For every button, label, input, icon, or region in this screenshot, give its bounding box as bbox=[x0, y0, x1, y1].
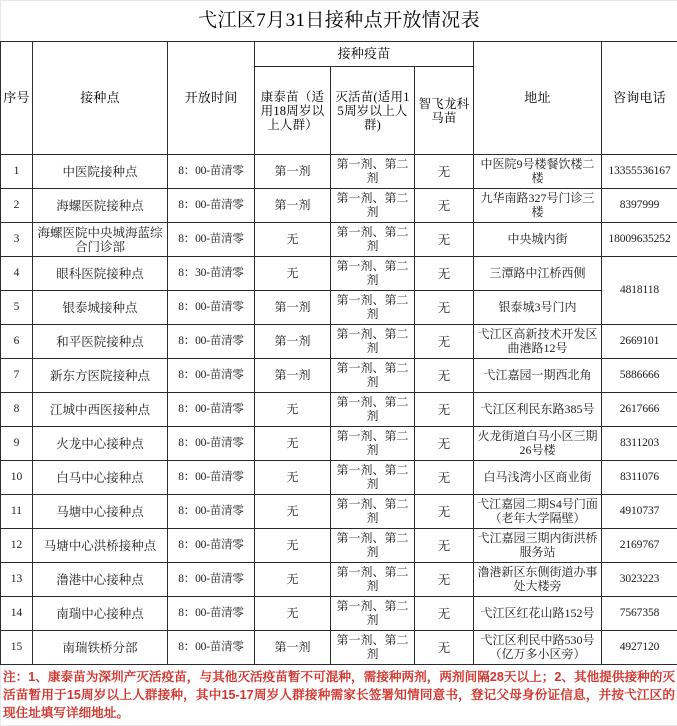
cell-phone: 4818118 bbox=[602, 257, 677, 325]
table-row bbox=[1, 495, 677, 529]
cell-kangtai: 第一剂 bbox=[255, 291, 331, 325]
cell-phone: 5886666 bbox=[602, 359, 677, 393]
footnote-cell bbox=[1, 665, 677, 726]
cell-site: 南瑞铁桥分部 bbox=[33, 631, 168, 665]
title-row bbox=[1, 1, 677, 42]
cell-time: 8：30-苗清零 bbox=[168, 257, 255, 291]
cell-time: 8：00-苗清零 bbox=[168, 325, 255, 359]
table-row bbox=[1, 291, 677, 325]
cell-site: 新东方医院接种点 bbox=[33, 359, 168, 393]
cell-zhifei: 无 bbox=[415, 631, 474, 665]
note-row bbox=[1, 665, 677, 726]
cell-address: 火龙街道白马小区三期26号楼 bbox=[474, 427, 602, 461]
cell-time: 8：00-苗清零 bbox=[168, 359, 255, 393]
cell-zhifei: 无 bbox=[415, 291, 474, 325]
cell-zhifei: 无 bbox=[415, 529, 474, 563]
table-row bbox=[1, 427, 677, 461]
table-row bbox=[1, 257, 677, 291]
cell-inactivated: 第一剂、第二剂 bbox=[331, 563, 415, 597]
cell-phone: 4910737 bbox=[602, 495, 677, 529]
table-row bbox=[1, 529, 677, 563]
cell-index: 6 bbox=[1, 325, 33, 359]
cell-index: 11 bbox=[1, 495, 33, 529]
cell-address: 弋江嘉园三期内街洪桥服务站 bbox=[474, 529, 602, 563]
cell-zhifei: 无 bbox=[415, 563, 474, 597]
table-row bbox=[1, 189, 677, 223]
table-row bbox=[1, 223, 677, 257]
cell-zhifei: 无 bbox=[415, 597, 474, 631]
cell-inactivated: 第一剂、第二剂 bbox=[331, 495, 415, 529]
cell-time: 8：00-苗清零 bbox=[168, 223, 255, 257]
table-row bbox=[1, 631, 677, 665]
cell-kangtai: 无 bbox=[255, 529, 331, 563]
cell-address: 九华南路327号门诊三楼 bbox=[474, 189, 602, 223]
table-row bbox=[1, 359, 677, 393]
cell-index: 9 bbox=[1, 427, 33, 461]
cell-site: 江城中西医接种点 bbox=[33, 393, 168, 427]
cell-site: 南瑞中心接种点 bbox=[33, 597, 168, 631]
cell-index: 5 bbox=[1, 291, 33, 325]
cell-zhifei: 无 bbox=[415, 257, 474, 291]
cell-zhifei: 无 bbox=[415, 359, 474, 393]
cell-phone: 18009635252 bbox=[602, 223, 677, 257]
cell-site: 海螺医院接种点 bbox=[33, 189, 168, 223]
column-header-index: 序号 bbox=[1, 42, 33, 155]
table-row bbox=[1, 597, 677, 631]
cell-zhifei: 无 bbox=[415, 427, 474, 461]
cell-time: 8：00-苗清零 bbox=[168, 427, 255, 461]
cell-site: 白马中心接种点 bbox=[33, 461, 168, 495]
cell-time: 8：00-苗清零 bbox=[168, 189, 255, 223]
cell-address: 白马浅湾小区商业街 bbox=[474, 461, 602, 495]
cell-index: 8 bbox=[1, 393, 33, 427]
page-title: 弋江区7月31日接种点开放情况表 bbox=[1, 1, 677, 42]
table-footer bbox=[1, 665, 677, 726]
column-header-vaccine-group: 接种疫苗 bbox=[255, 42, 474, 67]
cell-site: 眼科医院接种点 bbox=[33, 257, 168, 291]
table-row bbox=[1, 461, 677, 495]
cell-inactivated: 第一剂、第二剂 bbox=[331, 529, 415, 563]
cell-inactivated: 第一剂、第二剂 bbox=[331, 257, 415, 291]
cell-phone: 7567358 bbox=[602, 597, 677, 631]
table-row bbox=[1, 325, 677, 359]
footnote-text: 注：1、康泰苗为深圳产灭活疫苗，与其他灭活疫苗暂不可混种，需接种两剂，两剂间隔28天以上；2、其他提供接种的灭活苗暂用于15周岁以上人群接种，其中15-17周岁人群接种需家长签署知情同意书，登记父母身份证信息，并按弋江区的现住址填写详细地址。 bbox=[3, 668, 675, 723]
cell-index: 10 bbox=[1, 461, 33, 495]
cell-address: 银泰城3号门内 bbox=[474, 291, 602, 325]
cell-kangtai: 第一剂 bbox=[255, 631, 331, 665]
column-header-site: 接种点 bbox=[33, 42, 168, 155]
cell-kangtai: 无 bbox=[255, 223, 331, 257]
cell-phone: 3023223 bbox=[602, 563, 677, 597]
cell-index: 1 bbox=[1, 155, 33, 189]
cell-phone: 2617666 bbox=[602, 393, 677, 427]
cell-kangtai: 无 bbox=[255, 495, 331, 529]
cell-site: 澛港中心接种点 bbox=[33, 563, 168, 597]
cell-index: 12 bbox=[1, 529, 33, 563]
cell-kangtai: 无 bbox=[255, 597, 331, 631]
cell-address: 弋江区红花山路152号 bbox=[474, 597, 602, 631]
cell-phone: 2669101 bbox=[602, 325, 677, 359]
cell-site: 马塘中心接种点 bbox=[33, 495, 168, 529]
cell-time: 8：00-苗清零 bbox=[168, 393, 255, 427]
cell-address: 弋江区高新技术开发区曲港路12号 bbox=[474, 325, 602, 359]
cell-site: 火龙中心接种点 bbox=[33, 427, 168, 461]
cell-inactivated: 第一剂、第二剂 bbox=[331, 393, 415, 427]
cell-index: 13 bbox=[1, 563, 33, 597]
cell-site: 马塘中心洪桥接种点 bbox=[33, 529, 168, 563]
cell-inactivated: 第一剂、第二剂 bbox=[331, 597, 415, 631]
cell-phone: 2169767 bbox=[602, 529, 677, 563]
cell-zhifei: 无 bbox=[415, 155, 474, 189]
table-header bbox=[1, 1, 677, 155]
cell-index: 14 bbox=[1, 597, 33, 631]
column-header-inactivated: 灭活苗(适用15周岁以上人群) bbox=[331, 67, 415, 155]
cell-inactivated: 第一剂、第二剂 bbox=[331, 461, 415, 495]
cell-time: 8：00-苗清零 bbox=[168, 597, 255, 631]
cell-site: 海螺医院中央城海蓝综合门诊部 bbox=[33, 223, 168, 257]
cell-kangtai: 无 bbox=[255, 461, 331, 495]
cell-site: 银泰城接种点 bbox=[33, 291, 168, 325]
cell-site: 中医院接种点 bbox=[33, 155, 168, 189]
cell-kangtai: 第一剂 bbox=[255, 325, 331, 359]
cell-zhifei: 无 bbox=[415, 189, 474, 223]
cell-inactivated: 第一剂、第二剂 bbox=[331, 325, 415, 359]
cell-address: 中医院9号楼餐饮楼二楼 bbox=[474, 155, 602, 189]
cell-time: 8：00-苗清零 bbox=[168, 529, 255, 563]
table-row bbox=[1, 155, 677, 189]
table-body bbox=[1, 155, 677, 665]
cell-inactivated: 第一剂、第二剂 bbox=[331, 427, 415, 461]
cell-index: 15 bbox=[1, 631, 33, 665]
cell-time: 8：00-苗清零 bbox=[168, 155, 255, 189]
table-row bbox=[1, 393, 677, 427]
cell-phone: 8397999 bbox=[602, 189, 677, 223]
cell-inactivated: 第一剂、第二剂 bbox=[331, 631, 415, 665]
cell-time: 8：00-苗清零 bbox=[168, 563, 255, 597]
cell-address: 三潭路中江桥西侧 bbox=[474, 257, 602, 291]
cell-zhifei: 无 bbox=[415, 393, 474, 427]
cell-zhifei: 无 bbox=[415, 223, 474, 257]
cell-index: 7 bbox=[1, 359, 33, 393]
cell-inactivated: 第一剂、第二剂 bbox=[331, 359, 415, 393]
column-header-time: 开放时间 bbox=[168, 42, 255, 155]
cell-index: 2 bbox=[1, 189, 33, 223]
cell-site: 和平医院接种点 bbox=[33, 325, 168, 359]
cell-address: 澛港新区东侧街道办事处大楼旁 bbox=[474, 563, 602, 597]
cell-address: 弋江区利民东路385号 bbox=[474, 393, 602, 427]
cell-address: 弋江嘉园二期S4号门面（老年大学隔壁） bbox=[474, 495, 602, 529]
cell-kangtai: 无 bbox=[255, 393, 331, 427]
cell-zhifei: 无 bbox=[415, 495, 474, 529]
cell-index: 3 bbox=[1, 223, 33, 257]
column-header-zhifei: 智飞龙科马苗 bbox=[415, 67, 474, 155]
cell-inactivated: 第一剂、第二剂 bbox=[331, 155, 415, 189]
cell-address: 中央城内街 bbox=[474, 223, 602, 257]
cell-inactivated: 第一剂、第二剂 bbox=[331, 223, 415, 257]
cell-kangtai: 无 bbox=[255, 427, 331, 461]
cell-address: 弋江区利民中路530号（亿万多小区旁） bbox=[474, 631, 602, 665]
cell-kangtai: 第一剂 bbox=[255, 189, 331, 223]
cell-zhifei: 无 bbox=[415, 325, 474, 359]
cell-kangtai: 第一剂 bbox=[255, 155, 331, 189]
cell-time: 8：00-苗清零 bbox=[168, 461, 255, 495]
cell-inactivated: 第一剂、第二剂 bbox=[331, 291, 415, 325]
cell-kangtai: 无 bbox=[255, 563, 331, 597]
cell-address: 弋江嘉园一期西北角 bbox=[474, 359, 602, 393]
cell-phone: 4927120 bbox=[602, 631, 677, 665]
table-row bbox=[1, 563, 677, 597]
column-header-phone: 咨询电话 bbox=[602, 42, 677, 155]
column-header-address: 地址 bbox=[474, 42, 602, 155]
cell-inactivated: 第一剂、第二剂 bbox=[331, 189, 415, 223]
cell-phone: 13355536167 bbox=[602, 155, 677, 189]
cell-kangtai: 第一剂 bbox=[255, 359, 331, 393]
cell-time: 8：00-苗清零 bbox=[168, 291, 255, 325]
header-row-group bbox=[1, 42, 677, 67]
cell-zhifei: 无 bbox=[415, 461, 474, 495]
cell-time: 8：00-苗清零 bbox=[168, 631, 255, 665]
cell-phone: 8311076 bbox=[602, 461, 677, 495]
cell-time: 8：00-苗清零 bbox=[168, 495, 255, 529]
cell-phone: 8311203 bbox=[602, 427, 677, 461]
cell-index: 4 bbox=[1, 257, 33, 291]
column-header-kangtai: 康泰苗（适用18周岁以上人群） bbox=[255, 67, 331, 155]
cell-kangtai: 无 bbox=[255, 257, 331, 291]
